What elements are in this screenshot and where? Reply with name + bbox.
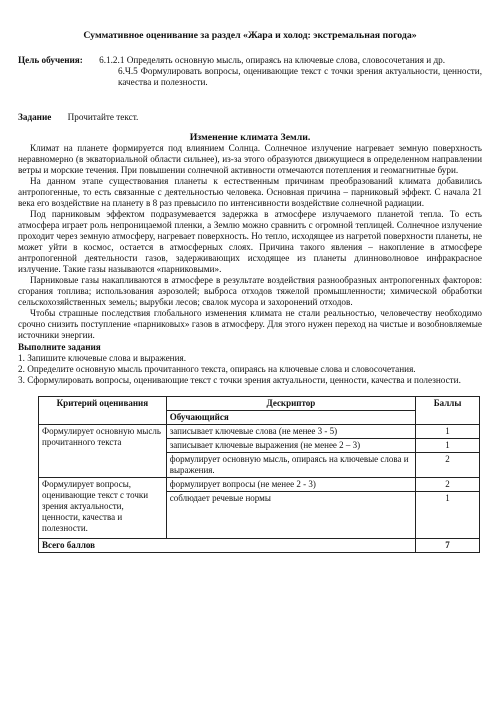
- article-body: [18, 143, 482, 341]
- header-points: Баллы: [416, 397, 480, 425]
- goals-label: Цель обучения:: [18, 55, 83, 65]
- article-title: Изменение климата Земли.: [189, 132, 311, 144]
- table-row: [39, 425, 480, 439]
- header-criterion: Критерий оценивания: [39, 397, 167, 425]
- table-row: [39, 478, 480, 492]
- total-points: 7: [416, 539, 480, 553]
- descriptor-cell: формулирует вопросы (не менее 2 - 3): [166, 478, 415, 492]
- article-paragraph: На данном этапе существования планеты к естественным причинам преобразований климата добавились антропогенные, то есть связанные с деятельностью человека. Основная причина – парниковый эффект. С начала 21 века его воздействие на планету в 8 раз превысило по интенсивности воздействие солнечной радиации.: [18, 176, 482, 209]
- page-title: Суммативное оценивание за раздел «Жара и холод: экстремальная погода»: [83, 30, 417, 41]
- assignment-item: 1. Запишите ключевые слова и выражения.: [18, 353, 187, 364]
- points-cell: 2: [416, 478, 480, 492]
- article-paragraph: Под парниковым эффектом подразумевается задержка в атмосфере излучаемого планетой тепла. То есть атмосфера играет роль непроницаемой пленки, а Землю можно сравнить с огромной теплицей. Солнечное излучение проходит через земную атмосферу, нагревает поверхность. Но тепло, исходящее из нагретой поверхности планеты, не может уйти в космос, остается в атмосферных слоях. Причина такого явления – накопление в атмосфере антропогенной деятельности газов, задерживающих исходящее из планеты длинноволновое инфракрасное излучение. Такие газы называются «парниковыми».: [18, 209, 482, 275]
- points-cell: 2: [416, 453, 480, 478]
- assignments-list: [18, 353, 482, 386]
- assessment-table: [38, 396, 480, 553]
- total-row: [39, 539, 480, 553]
- header-descriptor: Дескриптор: [166, 397, 415, 411]
- assignment-item: 3. Сформулировать вопросы, оценивающие текст с точки зрения актуальности, ценности, качества и полезности.: [18, 375, 461, 386]
- total-label: Всего баллов: [39, 539, 416, 553]
- goal-1: 6.1.2.1 Определять основную мысль, опираясь на ключевые слова, словосочетания и др.: [99, 55, 446, 65]
- article-paragraph: Парниковые газы накапливаются в атмосфере в результате воздействия разнообразных антропогенных факторов: сгорания топлива; использования аэрозолей; выброса отходов тяжелой промышленности; химической обработки сельскохозяйственных земель; вырубки лесов; свалок мусора и захоронений отходов.: [18, 275, 482, 308]
- points-cell: 1: [416, 425, 480, 439]
- descriptor-cell: формулирует основную мысль, опираясь на ключевые слова и выражения.: [166, 453, 415, 478]
- learning-goals: [18, 55, 482, 88]
- task-label: Задание: [18, 112, 52, 122]
- descriptor-cell: записывает ключевые слова (не менее 3 - 5): [166, 425, 415, 439]
- descriptor-cell: соблюдает речевые нормы: [166, 492, 415, 539]
- criterion-2: Формулирует вопросы, оценивающие текст с точки зрения актуальности, ценности, качества и полезности.: [39, 478, 167, 539]
- points-cell: 1: [416, 439, 480, 453]
- assignments-title: Выполните задания: [18, 342, 101, 353]
- criterion-1: Формулирует основную мысль прочитанного текста: [39, 425, 167, 478]
- goal-2: 6.Ч.5 Формулировать вопросы, оценивающие текст с точки зрения актуальности, ценности, качества и полезности.: [118, 66, 482, 87]
- article-paragraph: Чтобы страшные последствия глобального изменения климата не стали реальностью, человечеству необходимо срочно снизить поступление «парниковых» газов в атмосферу. Для этого нужен переход на чистые и возобновляемые источники энергии.: [18, 308, 482, 341]
- header-sub: Обучающийся: [166, 411, 415, 425]
- points-cell: 1: [416, 492, 480, 539]
- assignment-item: 2. Определите основную мысль прочитанного текста, опираясь на ключевые слова и словосочетания.: [18, 364, 416, 375]
- descriptor-cell: записывает ключевые выражения (не менее 2 – 3): [166, 439, 415, 453]
- article-paragraph: Климат на планете формируется под влиянием Солнца. Солнечное излучение нагревает земную поверхность неравномерно (в экваториальной области сильнее), из-за этого образуются движущиеся в определенном направлении ветры и морские течения. При повышении солнечной активности отмечаются потепления и геомагнитные бури.: [18, 143, 482, 176]
- task-text: Прочитайте текст.: [67, 112, 139, 122]
- task-line: [18, 112, 482, 123]
